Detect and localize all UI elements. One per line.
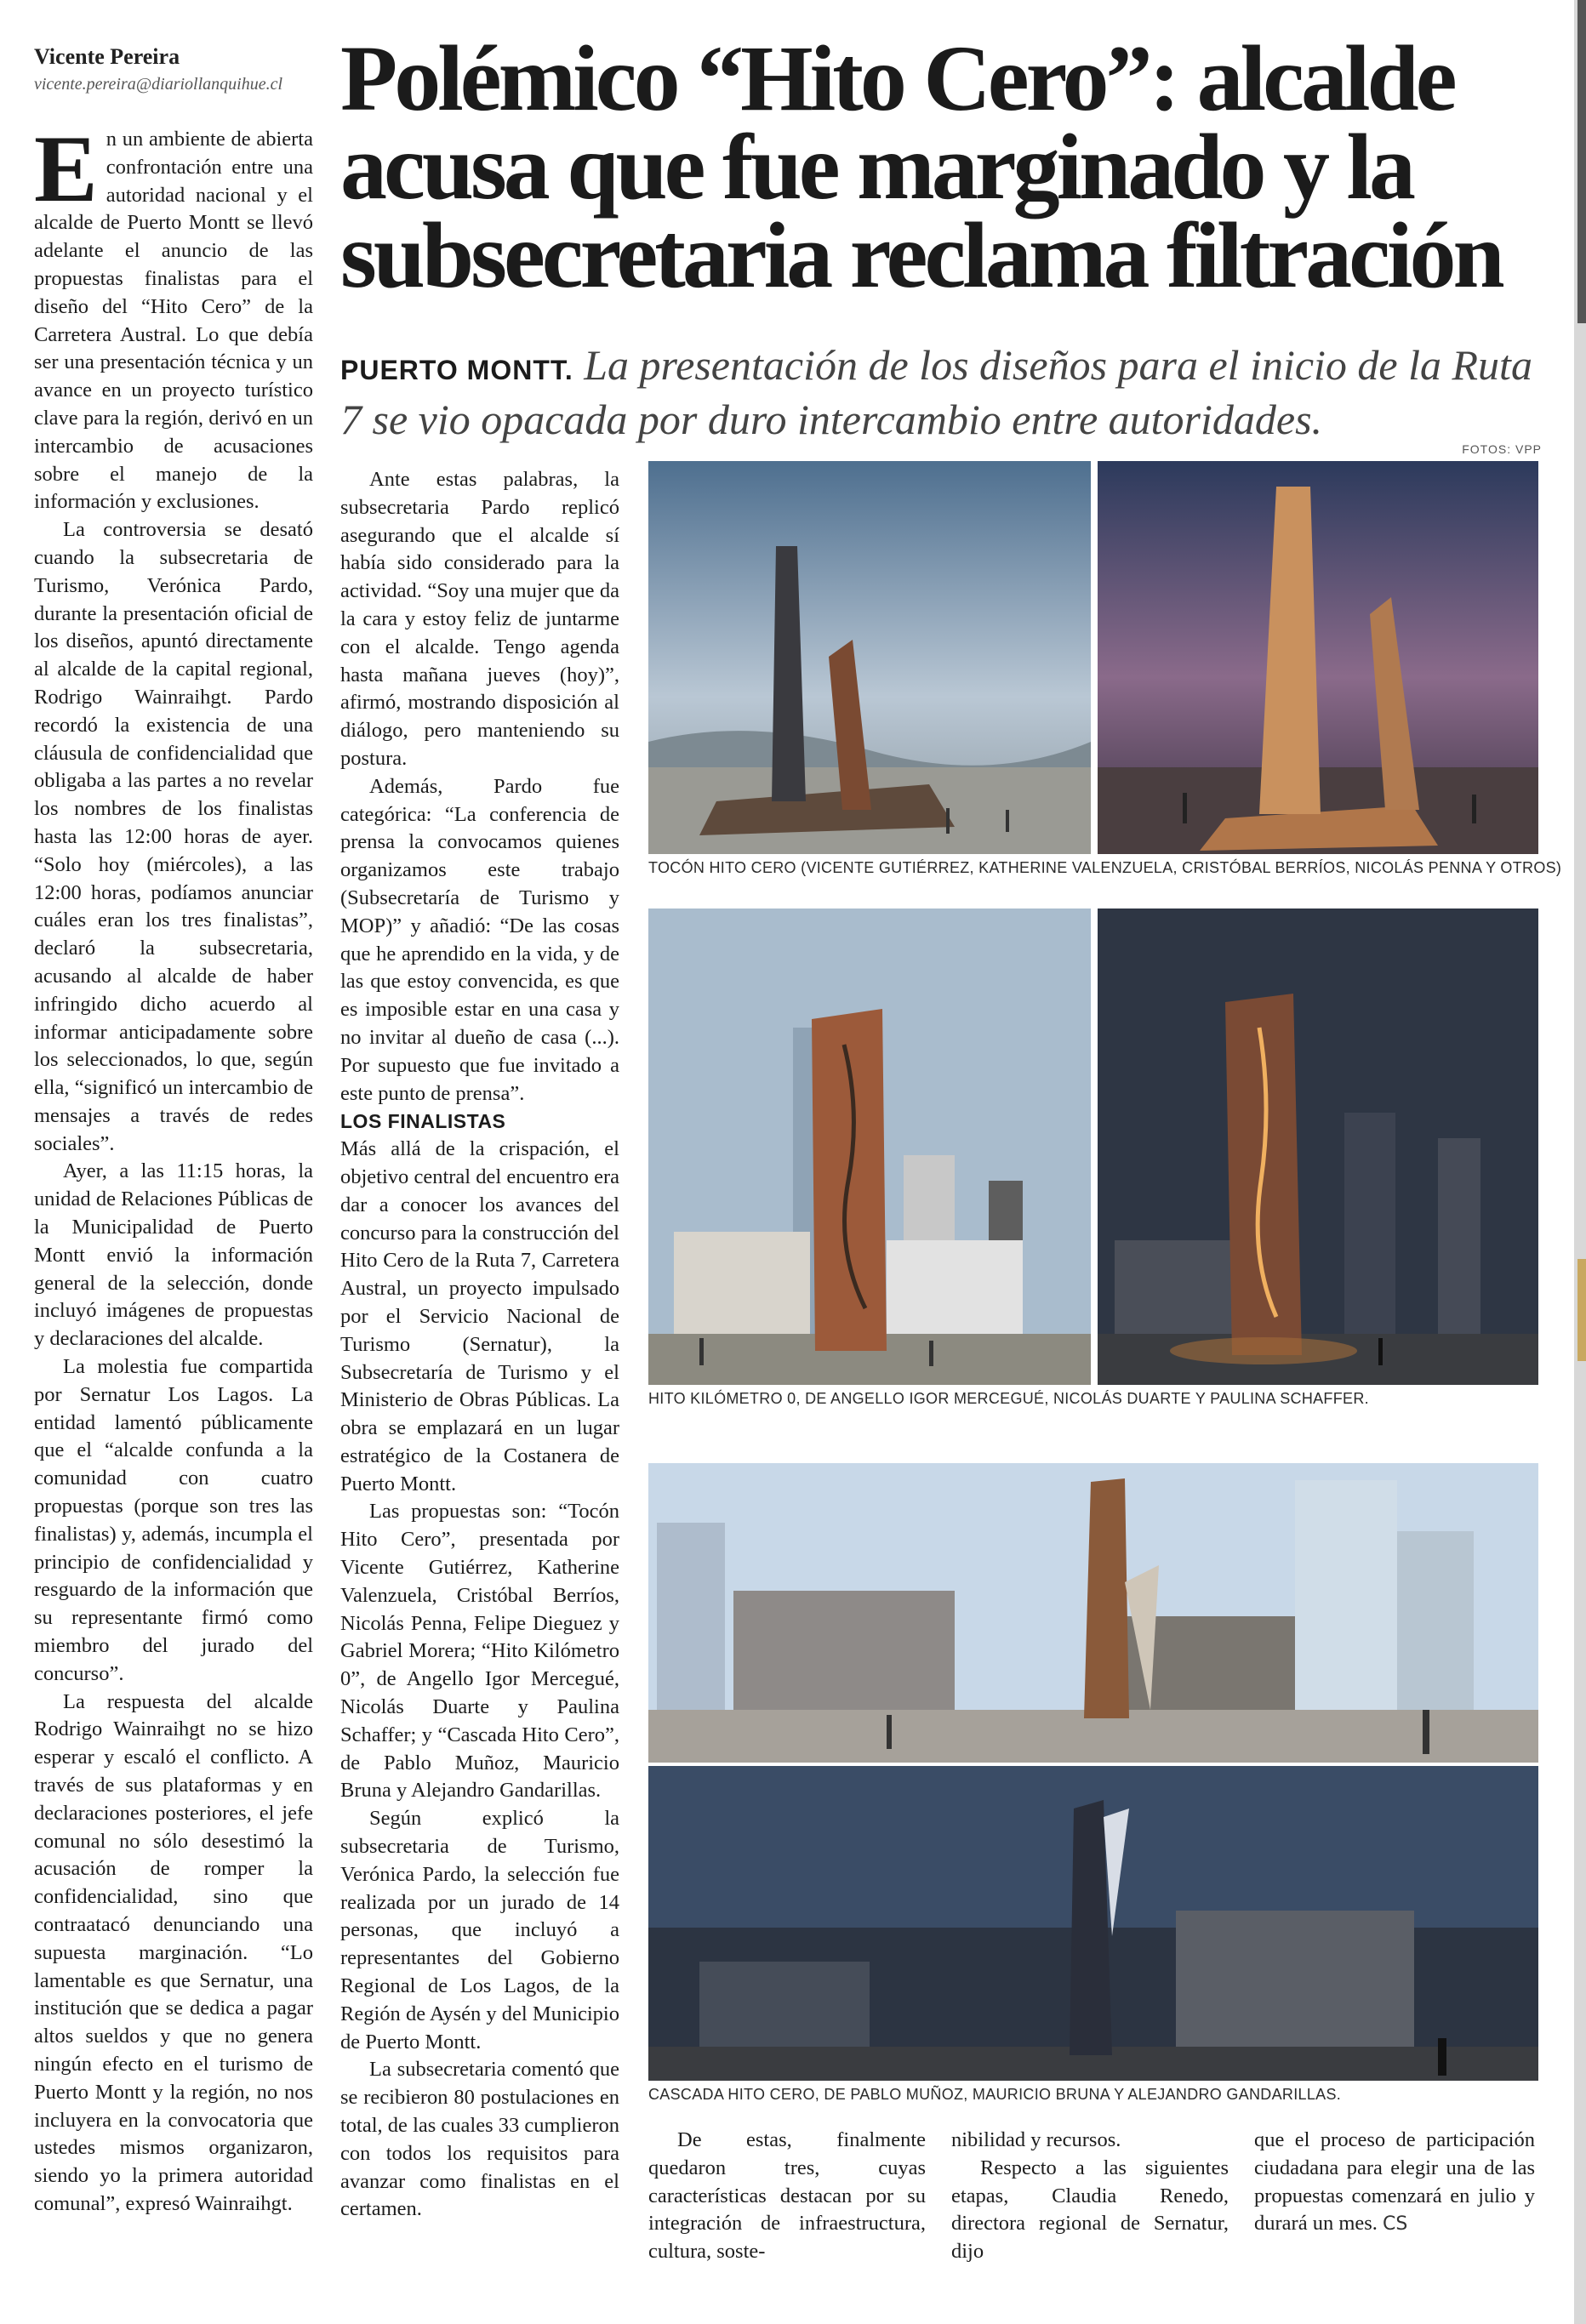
photo-tocon-day <box>648 461 1091 854</box>
paragraph: Además, Pardo fue categórica: “La conferencia de prensa la convocamos quienes organizamos este trabajo (Subsecretaría de Turismo y MOP)” y añadió: “De las cosas que he aprendido en la vida, y de las que estoy convencida, es que es imposible estar en una casa y no invitar al dueño de casa (...). Por supuesto que fue invitado a este punto de prensa”. <box>340 774 619 1105</box>
bottom-column-a <box>648 2127 926 2266</box>
paragraph-continued: nibilidad y recursos. <box>951 2128 1121 2151</box>
headline: Polémico “Hito Cero”: alcalde acusa que fue marginado y la subsecretaria reclama filtración <box>340 26 1502 307</box>
photo-cascada-day <box>648 1463 1538 1763</box>
paragraph: La respuesta del alcalde Rodrigo Wainraihgt no se hizo esperar y escaló el conflicto. A través de sus plataformas y en declaraciones posteriores, el jefe comunal no sólo desestimó la acusación de romper la confidencialidad, sino que contraatacó denunciando una supuesta marginación. “Lo lamentable es que Sernatur, una institución que se dedica a pagar altos sueldos y que no genera ningún efecto en el turismo de Puerto Montt y la región, no nos incluyera en la convocatoria que ustedes mismos organizaron, siendo yo la primera autoridad comunal”, expresó Wainraihgt. <box>34 1689 313 2215</box>
paragraph-text: que el proceso de participación ciudadana para elegir una de las propuestas comenzará en julio y durará un mes. <box>1254 2128 1535 2236</box>
article-column-2 <box>340 466 619 2224</box>
paragraph: La subsecretaria comentó que se recibieron 80 postulaciones en total, de las cuales 33 cumplieron con todos los requisitos para avanzar como finalistas en el certamen. <box>340 2058 619 2221</box>
neighbor-page-accent <box>1577 1259 1586 1361</box>
paragraph: Según explicó la subsecretaria de Turismo, Verónica Pardo, la selección fue realizada por un jurado de 14 personas, que incluyó a representantes del Gobierno Regional de Los Lagos, de la Región de Aysén y del Municipio de Puerto Montt. <box>340 1807 619 2053</box>
subhead-finalists: LOS FINALISTAS <box>340 1110 506 1133</box>
dek-location: PUERTO MONTT. <box>340 355 573 385</box>
caption-hito-km0: HITO KILÓMETRO 0, DE ANGELLO IGOR MERCEGUÉ, NICOLÁS DUARTE Y PAULINA SCHAFFER. <box>648 1390 1369 1407</box>
photo-hito-km0-night <box>1098 909 1538 1385</box>
paragraph: De estas, finalmente quedaron tres, cuyas características destacan por su integración de infraestructura, cultura, soste- <box>648 2128 926 2264</box>
paragraph: Más allá de la crispación, el objetivo central del encuentro era dar a conocer los avances del concurso para la construcción del Hito Cero de la Ruta 7, Carretera Austral, un proyecto impulsado por el Servicio Nacional de Turismo (Sernatur), la Subsecretaría de Turismo y el Ministerio de Obras Públicas. La obra se emplazará en un lugar estratégico de la Costanera de Puerto Montt. <box>340 1137 619 1495</box>
dek <box>340 340 1549 444</box>
end-mark-icon: CS <box>1383 2213 1408 2236</box>
bottom-column-b <box>951 2127 1229 2266</box>
byline-author: Vicente Pereira <box>34 44 180 69</box>
paragraph: La controversia se desató cuando la subsecretaria de Turismo, Verónica Pardo, durante la presentación oficial de los diseños, apuntó directamente al alcalde de la capital regional, Rodrigo Wainraihgt. Pardo recordó la existencia de una cláusula de confidencialidad que obligaba a las partes a no revelar los nombres de los finalistas hasta las 12:00 horas de ayer. “Solo hoy (miércoles), a las 12:00 horas, podíamos anunciar cuáles eran los tres finalistas”, declaró la subsecretaria, acusando al alcalde de haber infringido dicho acuerdo al informar anticipadamente sobre los seleccionados, lo que, según ella, “significó un intercambio de mensajes a través de redes sociales”. <box>34 518 313 1155</box>
bottom-column-c <box>1254 2127 1535 2239</box>
byline-email: vicente.pereira@diariollanquihue.cl <box>34 75 283 94</box>
photo-hito-km0-day <box>648 909 1091 1385</box>
paragraph-continued <box>1254 2127 1535 2239</box>
drop-cap: E <box>34 117 98 222</box>
photo-credit: FOTOS: VPP <box>1462 442 1542 456</box>
paragraph: Respecto a las siguientes etapas, Claudia Renedo, directora regional de Sernatur, dijo <box>951 2156 1229 2264</box>
photo-tocon-night <box>1098 461 1538 854</box>
lead-paragraph <box>34 117 313 516</box>
paragraph: Las propuestas son: “Tocón Hito Cero”, presentada por Vicente Gutiérrez, Katherine Valenzuela, Cristóbal Berríos, Nicolás Penna, Felipe Dieguez y Gabriel Morera; “Hito Kilómetro 0”, de Angello Igor Mercegué, Nicolás Duarte y Paulina Schaffer; y “Cascada Hito Cero”, de Pablo Muñoz, Mauricio Bruna y Alejandro Gandarillas. <box>340 1500 619 1803</box>
paragraph: Ante estas palabras, la subsecretaria Pardo replicó asegurando que el alcalde sí había sido considerado para la actividad. “Soy una mujer que da la cara y estoy feliz de juntarme con el alcalde. Tengo agenda hasta mañana jueves (hoy)”, afirmó, mostrando disposición al diálogo, pero manteniendo su postura. <box>340 468 619 770</box>
paragraph: La molestia fue compartida por Sernatur Los Lagos. La entidad lamentó públicamente que el “alcalde confunda a la comunidad con cuatro propuestas (porque son tres las finalistas) y, además, incumpla el principio de confidencialidad y resguardo de la información que su representante firmó como miembro del jurado del concurso”. <box>34 1355 313 1685</box>
page-edge <box>1574 0 1586 2324</box>
paragraph: Ayer, a las 11:15 horas, la unidad de Relaciones Públicas de la Municipalidad de Puerto Montt envió la información general de la selección, donde incluyó imágenes de propuestas y declaraciones del alcalde. <box>34 1159 313 1351</box>
caption-tocon: TOCÓN HITO CERO (VICENTE GUTIÉRREZ, KATHERINE VALENZUELA, CRISTÓBAL BERRÍOS, NICOLÁS PENNA Y OTROS) <box>648 859 1562 876</box>
photo-cascada-night <box>648 1766 1538 2081</box>
neighbor-page-strip <box>1577 0 1586 323</box>
dek-text: La presentación de los diseños para el inicio de la Ruta 7 se vio opacada por duro intercambio entre autoridades. <box>340 341 1532 443</box>
caption-cascada: CASCADA HITO CERO, DE PABLO MUÑOZ, MAURICIO BRUNA Y ALEJANDRO GANDARILLAS. <box>648 2086 1342 2103</box>
article-column-1 <box>34 117 313 2219</box>
lead-paragraph-text: n un ambiente de abierta confrontación entre una autoridad nacional y el alcalde de Puerto Montt se llevó adelante el anuncio de las propuestas finalistas para el diseño del “Hito Cero” de la Carretera Austral. Lo que debía ser una presentación técnica y un avance en un proyecto turístico clave para la región, derivó en un intercambio de acusaciones sobre el manejo de la información y exclusiones. <box>34 128 313 514</box>
